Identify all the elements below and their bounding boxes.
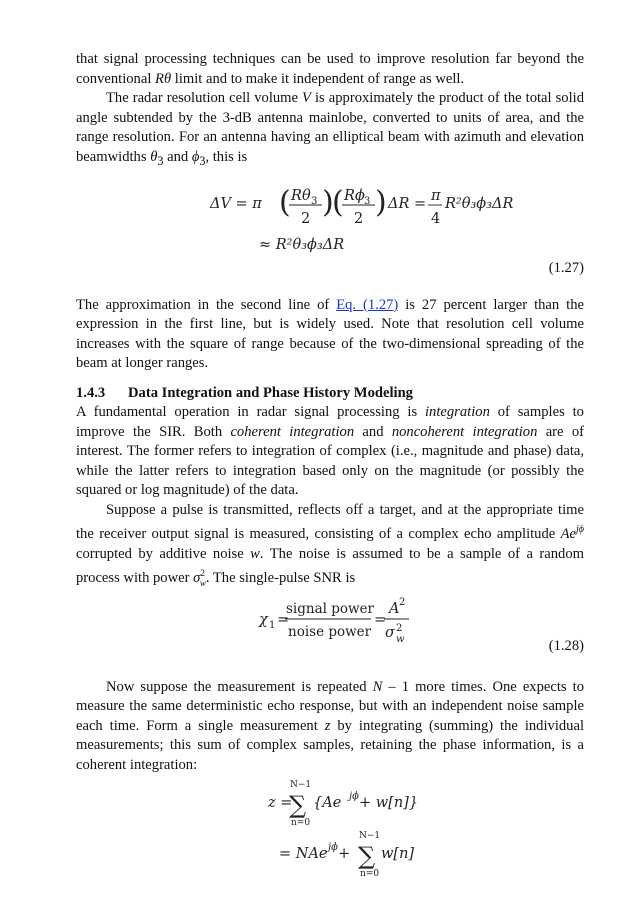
eq128-A: A xyxy=(389,600,400,617)
equation-coherent-sum-svg xyxy=(76,775,584,885)
eq129-term1-sup: jϕ xyxy=(349,791,359,803)
equation-number-1-27: (1.27) xyxy=(548,259,584,276)
eq129-upper-1: N−1 xyxy=(290,780,312,791)
paragraph-single-pulse: Suppose a pulse is transmitted, reflects off a target, and at the appropriate time the receiver output signal is measured, consisting of a complex echo amplitude $Ae^{j\phi}$ corrupted by additive noise w. The noise is assumed to be a sample of a random process with power $\sigma^2_w$. The single-pulse SNR is xyxy=(76,501,584,589)
eq128-sigma: σ xyxy=(385,624,395,641)
eq127-theta: θ xyxy=(302,187,311,204)
eq127-R-1: R xyxy=(291,187,302,204)
eq129-sigma-2: ∑ xyxy=(358,842,376,871)
section-heading xyxy=(76,384,584,404)
eq128-sigma-sup: 2 xyxy=(396,622,403,634)
eq129-lower-2: n=0 xyxy=(360,869,380,880)
eq-1-27-link[interactable]: Eq. (1.27) xyxy=(336,296,399,313)
eq129-line2: = NAe xyxy=(279,846,328,863)
eq127-pi: π xyxy=(431,187,441,204)
eq129-term2: w[n] xyxy=(381,846,415,863)
eq127-lhs: ΔV = π xyxy=(210,195,262,212)
eq128-chi-sub: 1 xyxy=(269,619,276,631)
eq127-two-1: 2 xyxy=(301,210,311,227)
equation-coherent-sum xyxy=(76,775,584,885)
eq129-upper-2: N−1 xyxy=(359,831,381,842)
eq129-line2-sup: jϕ xyxy=(328,842,338,854)
paragraph-approximation: The approximation in the second line of Eq. (1.27) is 27 percent larger than the expression in the first line, but is widely used. Note that resolution cell volume increases with the square of range because of the two-dimensional spreading of the beam at longer ranges. xyxy=(76,296,584,372)
eq128-sigma-sub: w xyxy=(396,633,405,645)
eq128-A-sup: 2 xyxy=(399,596,406,608)
eq129-lower-1: n=0 xyxy=(291,818,311,829)
eq127-dR: ΔR = xyxy=(388,195,427,212)
paragraph-resolution-cell: The radar resolution cell volume V is approximately the product of the total solid angle subtended by the 3-dB antenna mainlobe, converted to units of area, and the range resolution. For an antenna having an elliptical beam with azimuth and elevation beamwidths $\theta_3$ and $\phi_3$, this is xyxy=(76,90,584,168)
paragraph-coherent: Now suppose the measurement is repeated N – 1 more times. One expects to measure the same deterministic echo response, but with an independent noise sample each time. Form a single measurement z by integrating (summing) the individual measurements; this sum of complex samples, retaining the phase information, is a coherent integration: xyxy=(76,678,585,773)
eq127-theta-sub: 3 xyxy=(311,195,318,207)
section-title: Data Integration and Phase History Modeling xyxy=(128,384,413,401)
eq129-line2-plus: + xyxy=(338,846,351,863)
equation-number-1-28: (1.28) xyxy=(548,637,584,654)
eq127-paren-open-2: ( xyxy=(332,184,344,220)
eq127-two-2: 2 xyxy=(354,210,364,227)
eq127-paren-open-1: ( xyxy=(279,184,291,220)
equation-1-28 xyxy=(76,594,584,656)
page-body xyxy=(76,50,584,885)
eq127-phi: ϕ xyxy=(355,187,365,204)
eq127-R-2: R xyxy=(344,187,355,204)
eq129-term1: {Ae xyxy=(313,795,342,812)
eq127-paren-close-1: ) xyxy=(322,184,334,220)
eq129-z: z = xyxy=(268,795,293,812)
eq129-term1-rest: + w[n]} xyxy=(359,795,419,812)
eq127-approx: ≈ R²θ₃ϕ₃ΔR xyxy=(259,236,345,253)
eq129-sigma-1: ∑ xyxy=(289,791,307,820)
equation-1-27 xyxy=(76,171,584,274)
eq128-denominator: noise power xyxy=(288,623,372,640)
equation-1-27-svg xyxy=(76,171,584,274)
eq127-four: 4 xyxy=(431,210,441,227)
equation-1-28-svg xyxy=(76,594,584,656)
eq128-eq-2: = xyxy=(374,611,387,628)
eq128-numerator: signal power xyxy=(286,600,375,617)
eq128-eq-1: = xyxy=(277,611,290,628)
eq128-chi: χ xyxy=(259,611,268,628)
section-number: 1.4.3 xyxy=(76,384,106,401)
paragraph-integration: A fundamental operation in radar signal processing is integration of samples to improve the SIR. Both coherent integration and noncoherent integration are of interest. The former refers to integration of complex (i.e., magnitude and phase) data, while the latter refers to integration based only on the magnitude (or possibly the squared or log magnitude) of the data. xyxy=(76,404,584,499)
paragraph-intro: that signal processing techniques can be used to improve resolution far beyond the conventional Rθ limit and to make it independent of range as well. xyxy=(76,51,584,87)
eq127-rhs: R²θ₃ϕ₃ΔR xyxy=(445,195,514,212)
eq127-paren-close-2: ) xyxy=(375,184,387,220)
eq127-phi-sub: 3 xyxy=(364,195,371,207)
